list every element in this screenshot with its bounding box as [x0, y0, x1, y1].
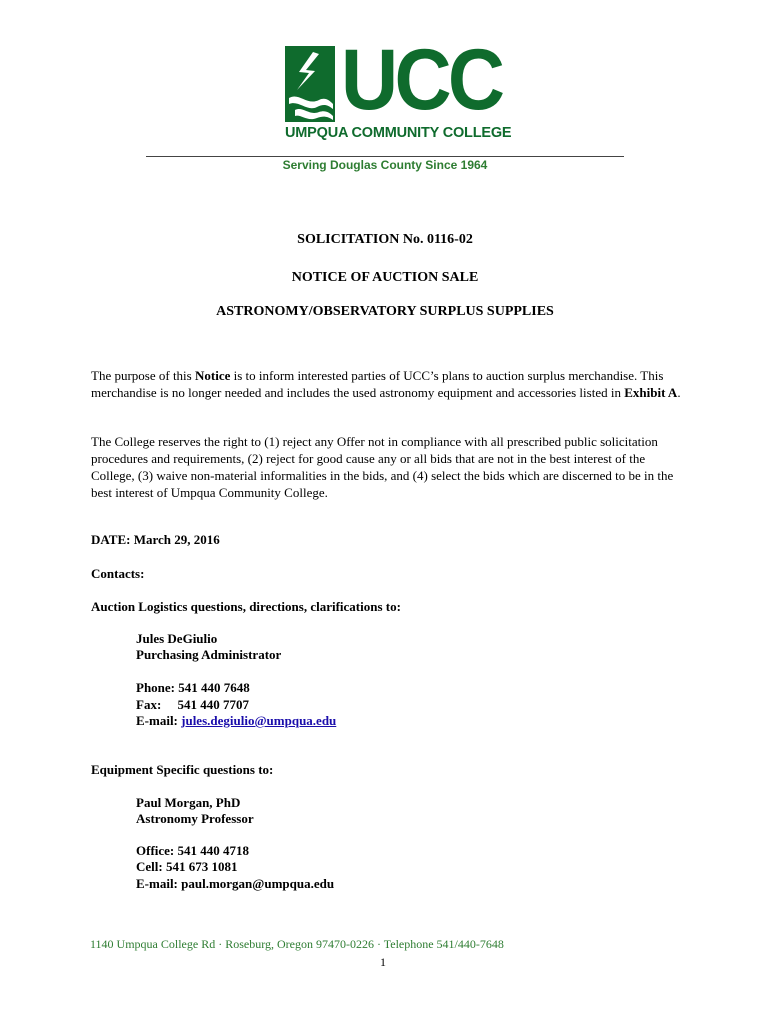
equipment-heading: Equipment Specific questions to: [91, 762, 274, 777]
logistics-fax: Fax: 541 440 7707 [136, 697, 250, 712]
email-label: E-mail: [136, 713, 182, 728]
notice-word: Notice [194, 368, 231, 383]
logistics-phone: Phone: 541 440 7648 [136, 680, 250, 695]
logistics-heading: Auction Logistics questions, directions, clarifications to: [91, 599, 401, 614]
equipment-contact-title: Astronomy Professor [136, 811, 254, 826]
logo-subtitle: UMPQUA COMMUNITY COLLEGE [285, 125, 512, 141]
tagline: Serving Douglas County Since 1964 [282, 158, 488, 172]
equipment-contact-name: Paul Morgan, PhD [136, 795, 241, 810]
subject-title: ASTRONOMY/OBSERVATORY SURPLUS SUPPLIES [216, 304, 554, 319]
purpose-text-1: The purpose of this [91, 368, 195, 383]
header-divider [146, 156, 624, 157]
date-line: DATE: March 29, 2016 [91, 532, 220, 547]
logistics-email-line [136, 712, 336, 729]
purpose-text-2: is to inform interested parties of UCC’s plans to auction surplus merchandise. This merchandise is no longer needed and includes the used astronomy equipment and accessories listed in [91, 368, 664, 400]
purpose-paragraph [91, 367, 681, 401]
rights-paragraph: The College reserves the right to (1) reject any Offer not in compliance with all prescribed public solicitation procedures and requirements, (2) reject for good cause any or all bids that are not in the best interest of the College, (3) waive non-material informalities in the bids, and (4) select the bids which are discerned to be in the best interest of Umpqua Community College. [91, 434, 674, 500]
ucc-logo [285, 32, 512, 142]
exhibit-reference: Exhibit A [624, 385, 678, 400]
equipment-cell-phone: Cell: 541 673 1081 [136, 859, 238, 874]
logistics-email-link[interactable]: jules.degiulio@umpqua.edu [181, 713, 337, 728]
logistics-contact-title: Purchasing Administrator [136, 647, 282, 662]
page-number: 1 [380, 955, 386, 969]
equipment-office-phone: Office: 541 440 4718 [136, 843, 250, 858]
equipment-email: E-mail: paul.morgan@umpqua.edu [136, 876, 335, 891]
logistics-contact-name: Jules DeGiulio [136, 631, 218, 646]
lightning-river-icon [285, 46, 335, 122]
purpose-text-3: . [677, 385, 681, 400]
solicitation-number: SOLICITATION No. 0116-02 [297, 232, 473, 247]
footer-address: 1140 Umpqua College Rd · Roseburg, Oregon 97470-0226 · Telephone 541/440-7648 [90, 937, 504, 951]
contacts-heading: Contacts: [91, 566, 145, 581]
notice-title: NOTICE OF AUCTION SALE [291, 270, 479, 285]
logo-wordmark: UCC [341, 32, 502, 128]
